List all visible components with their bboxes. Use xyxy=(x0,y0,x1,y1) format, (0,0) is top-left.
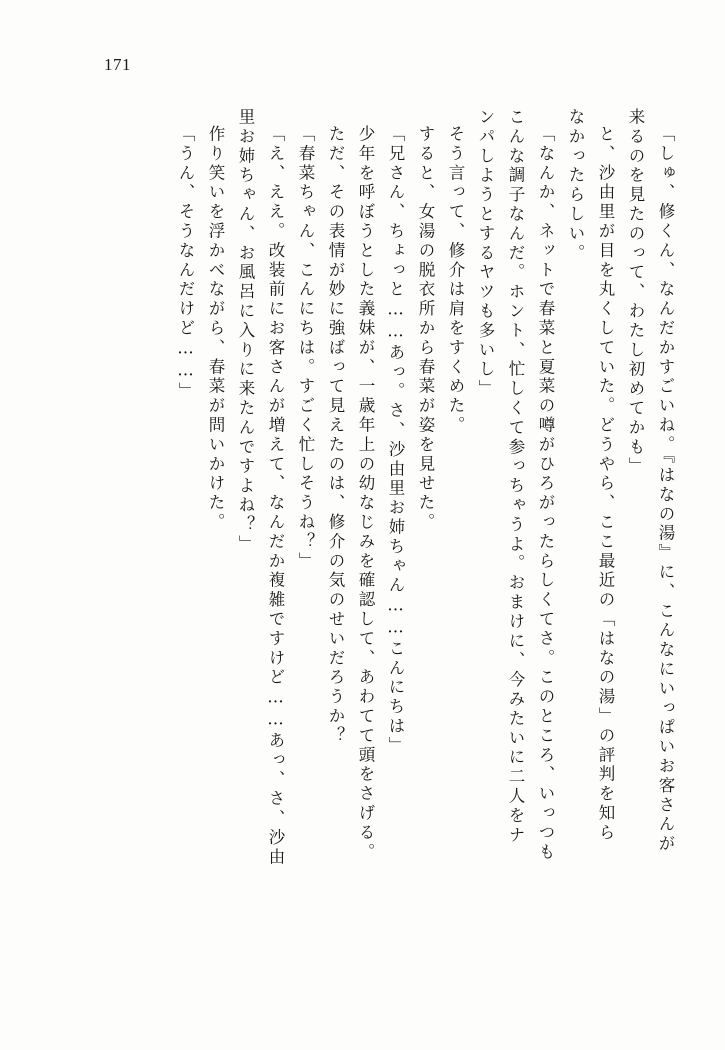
text-line: 作り笑いを浮かべながら、春菜が問いかけた。 xyxy=(206,125,225,533)
text-line: 里お姉ちゃん、お風呂に入りに来たんですよね？」 xyxy=(236,108,255,555)
text-line: 「兄さん、ちょっと……あっ。さ、沙由里お姉ちゃん……こんにちは」 xyxy=(386,125,405,756)
text-line: 少年を呼ぼうとした義妹が、一歳年上の幼なじみを確認して、あわてて頭をさげる。 xyxy=(356,125,375,863)
text-line: 「春菜ちゃん、こんにちは。すごく忙しそうね？」 xyxy=(296,125,315,572)
text-line: 「しゅ、修くん、なんだかすごいね。『はなの湯』に、こんなにいっぱいお客さんが xyxy=(656,125,675,854)
text-line: こんな調子なんだ。ホント、忙しくて参っちゃうよ。おまけに、今みたいに二人をナ xyxy=(506,108,525,846)
text-line: そう言って、修介は肩をすくめた。 xyxy=(446,125,465,436)
text-line: 「え、ええ。改装前にお客さんが増えて、なんだか複雑ですけど……あっ、さ、沙由 xyxy=(266,125,285,868)
text-line: 来るのを見たのって、わたし初めてかも」 xyxy=(626,108,645,477)
text-line: 「なんか、ネットで春菜と夏菜の噂がひろがったらしくてさ。このところ、いっつも xyxy=(536,125,555,863)
text-line: ンパしようとするヤツも多いし」 xyxy=(476,108,495,399)
text-line: と、沙由里が目を丸くしていた。どうやら、ここ最近の「はなの湯」の評判を知ら xyxy=(596,125,615,843)
text-line: なかったらしい。 xyxy=(566,108,585,264)
text-line: 「うん、そうなんだけど……」 xyxy=(176,125,195,402)
text-line: すると、女湯の脱衣所から春菜が姿を見せた。 xyxy=(416,125,435,533)
page-number: 171 xyxy=(104,55,131,74)
vertical-text-body xyxy=(60,108,673,988)
text-line: ただ、その表情が妙に強ばって見えたのは、修介の気のせいだろうか？ xyxy=(326,125,345,746)
